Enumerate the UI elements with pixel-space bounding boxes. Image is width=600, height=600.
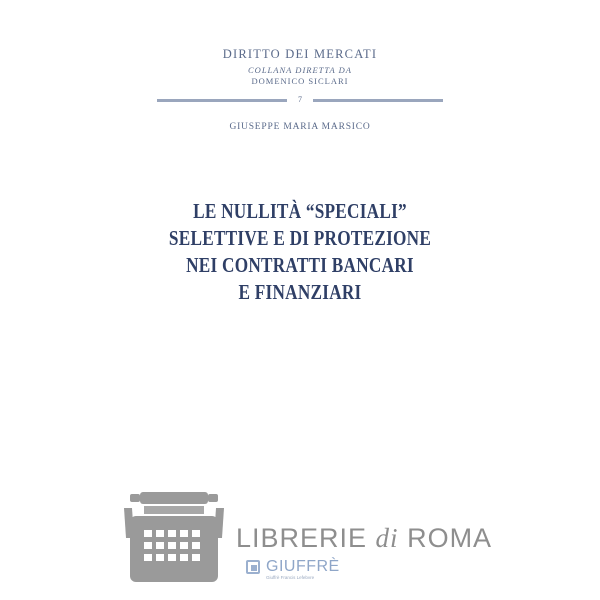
watermark bbox=[118, 488, 498, 588]
title-line: SELETTIVE E DI PROTEZIONE bbox=[168, 226, 432, 250]
author-name: GIUSEPPE MARIA MARSICO bbox=[229, 122, 371, 132]
title-line: NEI CONTRATTI BANCARI bbox=[186, 253, 414, 277]
publisher-tagline: Giuffrè Francis Lefebvre bbox=[266, 575, 315, 580]
watermark-brand bbox=[236, 523, 492, 554]
series-directed-by: COLLANA DIRETTA DA bbox=[248, 65, 352, 75]
typewriter-icon bbox=[118, 488, 230, 588]
brand-part: di bbox=[375, 523, 399, 553]
volume-number: 7 bbox=[298, 95, 302, 104]
series-editor: DOMENICO SICLARI bbox=[251, 76, 349, 86]
publisher-name: GIUFFRÈ bbox=[266, 558, 340, 575]
divider-right-rule bbox=[313, 99, 443, 102]
publisher-logo bbox=[246, 558, 366, 580]
publisher-mark-icon bbox=[246, 560, 260, 574]
series-divider bbox=[157, 97, 443, 105]
title-line: E FINANZIARI bbox=[238, 280, 362, 304]
brand-part: LIBRERIE bbox=[236, 523, 376, 553]
book-title bbox=[54, 198, 546, 306]
series-header bbox=[0, 47, 600, 86]
brand-part: ROMA bbox=[398, 523, 493, 553]
series-title: DIRITTO DEI MERCATI bbox=[222, 47, 378, 61]
title-line: LE NULLITÀ “SPECIALI” bbox=[193, 199, 407, 223]
